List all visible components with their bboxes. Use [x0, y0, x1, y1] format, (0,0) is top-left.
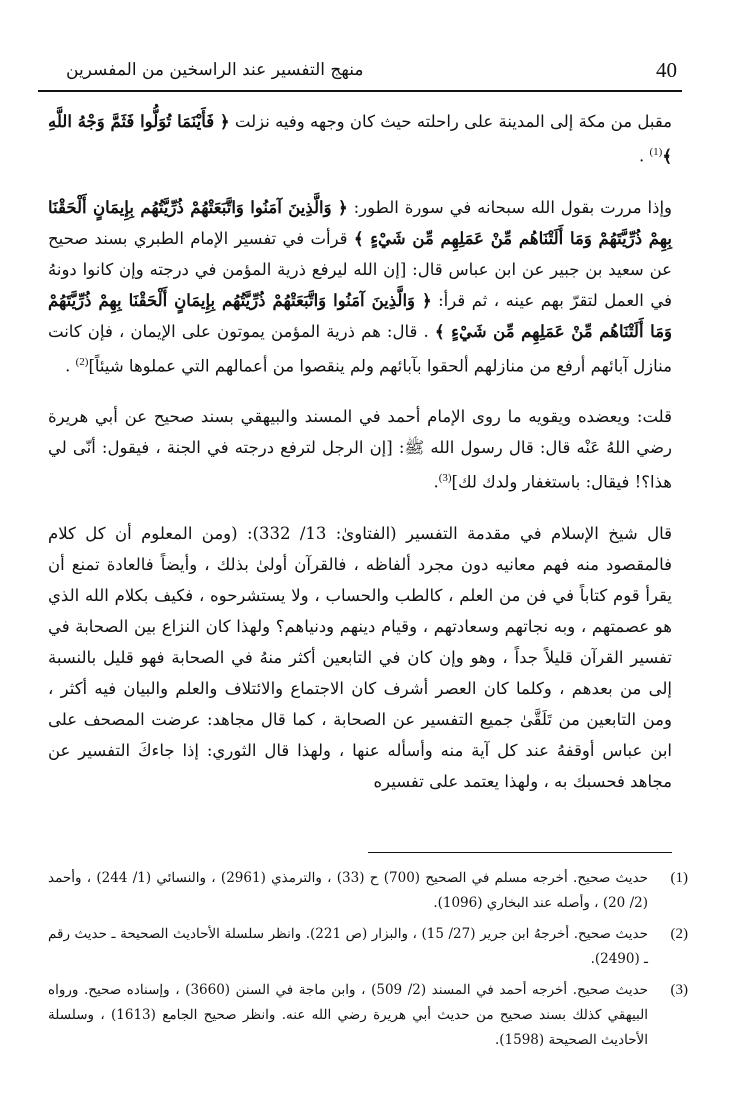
footnote-ref: (2) — [75, 355, 89, 368]
paragraph-text: وإذا مررت بقول الله سبحانه في سورة الطور: — [353, 197, 673, 217]
paragraph-end: . — [65, 356, 76, 375]
paragraph-end: . — [433, 472, 439, 492]
paragraph-4 — [48, 518, 672, 797]
paragraph-text: قلت: ويعضده ويقويه ما روى الإمام أحمد في المسند والبيهقي بسند صحيح عن أبي هريرة رضي اللهُ عَنْه قال: قال رسول الله ﷺ: [إن الرجل لترفع درجته في الجنة ، فيقول: أنّى لي هذا؟! فيقال: باستغفار ولدك لك] — [48, 407, 672, 492]
paragraph-text: قال شيخ الإسلام في مقدمة التفسير (الفتاوىٰ: 13/ 332): (ومن المعلوم أن كل كلام فالمقصود منه فهم معانيه دون مجرد ألفاظه ، فالقرآن أولىٰ بذلك ، وأيضاً فالعادة تمنع أن يقرأ قوم كتاباً في فن من العلم ، كالطب والحساب ، ولا يستشرحوه ، فكيف بكلام الله الذي هو عصمتهم ، وبه نجاتهم وسعادتهم ، وقيام دينهم ودنياهم؟ ولهذا كان النزاع بين الصحابة في تفسير القرآن قليلاً جداً ، وهو وإن كان في التابعين أكثر منهُ في الصحابة فهو قليل بالنسبة إلى من بعدهم ، وكلما كان العصر أشرف كان الاجتماع والائتلاف والعلم والبيان فيه أكثر ، ومن التابعين من تَلَقَّىٰ جميع التفسير عن الصحابة ، كما قال مجاهد: عرضت المصحف على ابن عباس أوقفهُ عند كل آية منه وأسأله عنها ، ولهذا قال الثوري: إذا جاءكَ التفسير عن مجاهد فحسبك به ، ولهذا يعتمد على تفسيره — [48, 523, 672, 791]
page-header — [38, 58, 682, 92]
footnote-item — [48, 978, 688, 1053]
footnote-number: (3) — [670, 982, 688, 998]
footnote-text: حديث صحيح. أخرجهُ ابن جرير (27/ 15) ، والبزار (ص 221). وانظر سلسلة الأحاديث الصحيحة ـ حديث رقم ـ (2490). — [48, 926, 648, 967]
footnote-number: (2) — [670, 926, 688, 942]
running-title: منهج التفسير عند الراسخين من المفسرين — [66, 60, 364, 80]
paragraph-1 — [48, 106, 672, 172]
paragraph-text: قرأت في تفسير الإمام الطبري بسند صحيح عن سعيد بن جبير عن ابن عباس قال: [إن الله ليرفع ذرية المؤمن في درجته وإن كانوا دونهُ في العمل لتقرّ بهم عينه ، ثم قرأ: — [48, 228, 673, 310]
paragraph-text: مقبل من مكة إلى المدينة على راحلته حيث كان وجهه وفيه نزلت — [234, 112, 673, 131]
paragraph-text: . قال: هم ذرية المؤمن يموتون على الإيمان ، فإن كانت منازل آبائهم أرفع من منازلهم ألحقوا بآبائهم ولم ينقصوا من أعمالهم التي عملوها شيئاً] — [48, 321, 672, 375]
footnote-number: (1) — [670, 870, 688, 886]
paragraph-2 — [48, 192, 672, 382]
footnote-separator — [368, 852, 672, 853]
footnote-ref: (1) — [649, 146, 663, 158]
footnote-text: حديث صحيح. أخرجه مسلم في الصحيح (700) ح (33) ، والترمذي (2961) ، والنسائي (1/ 244) ، وأحمد (2/ 20) ، وأصله عند البخاري (1096). — [48, 870, 648, 911]
header-rule — [38, 90, 682, 92]
paragraph-end: . — [638, 146, 650, 166]
quran-verse: ﴿ وَالَّذِينَ آمَنُوا وَاتَّبَعَتْهُمْ ذُرِّيَّتُهُم بِإِيمَانٍ أَلْحَقْنَا بِهِمْ ذُرِّيَّتَهُمْ وَمَا أَلَتْنَاهُم مِّنْ عَمَلِهِم مِّن شَيْءٍ ﴾ — [48, 197, 672, 248]
footnote-item — [48, 866, 688, 916]
footnote-text: حديث صحيح. أخرجه أحمد في المسند (2/ 509) ، وابن ماجة في السنن (3660) ، وإسناده صحيح. ورواه البيهقي كذلك بسند صحيح من حديث أبي هريرة رضي الله عنه. وانظر صحيح الجامع (1613) ، وسلسلة الأحاديث الصحيحة (1598). — [48, 982, 649, 1048]
footnotes — [48, 866, 688, 1059]
page-number: 40 — [656, 58, 677, 82]
main-text — [48, 106, 672, 797]
paragraph-3 — [48, 401, 672, 498]
footnote-ref: (3) — [438, 472, 452, 484]
footnote-item — [48, 922, 688, 972]
quran-verse: ﴿ وَالَّذِينَ آمَنُوا وَاتَّبَعَتْهُمْ ذُرِّيَّتُهُم بِإِيمَانٍ أَلْحَقْنَا بِهِمْ ذُرِّيَّتَهُمْ وَمَا أَلَتْنَاهُم مِّنْ عَمَلِهِم مِّن شَيْءٍ ﴾ — [48, 290, 672, 341]
quran-verse: ﴿ فَأَيْنَمَا تُوَلُّوا فَثَمَّ وَجْهُ اللَّهِ ﴾ — [48, 112, 672, 166]
